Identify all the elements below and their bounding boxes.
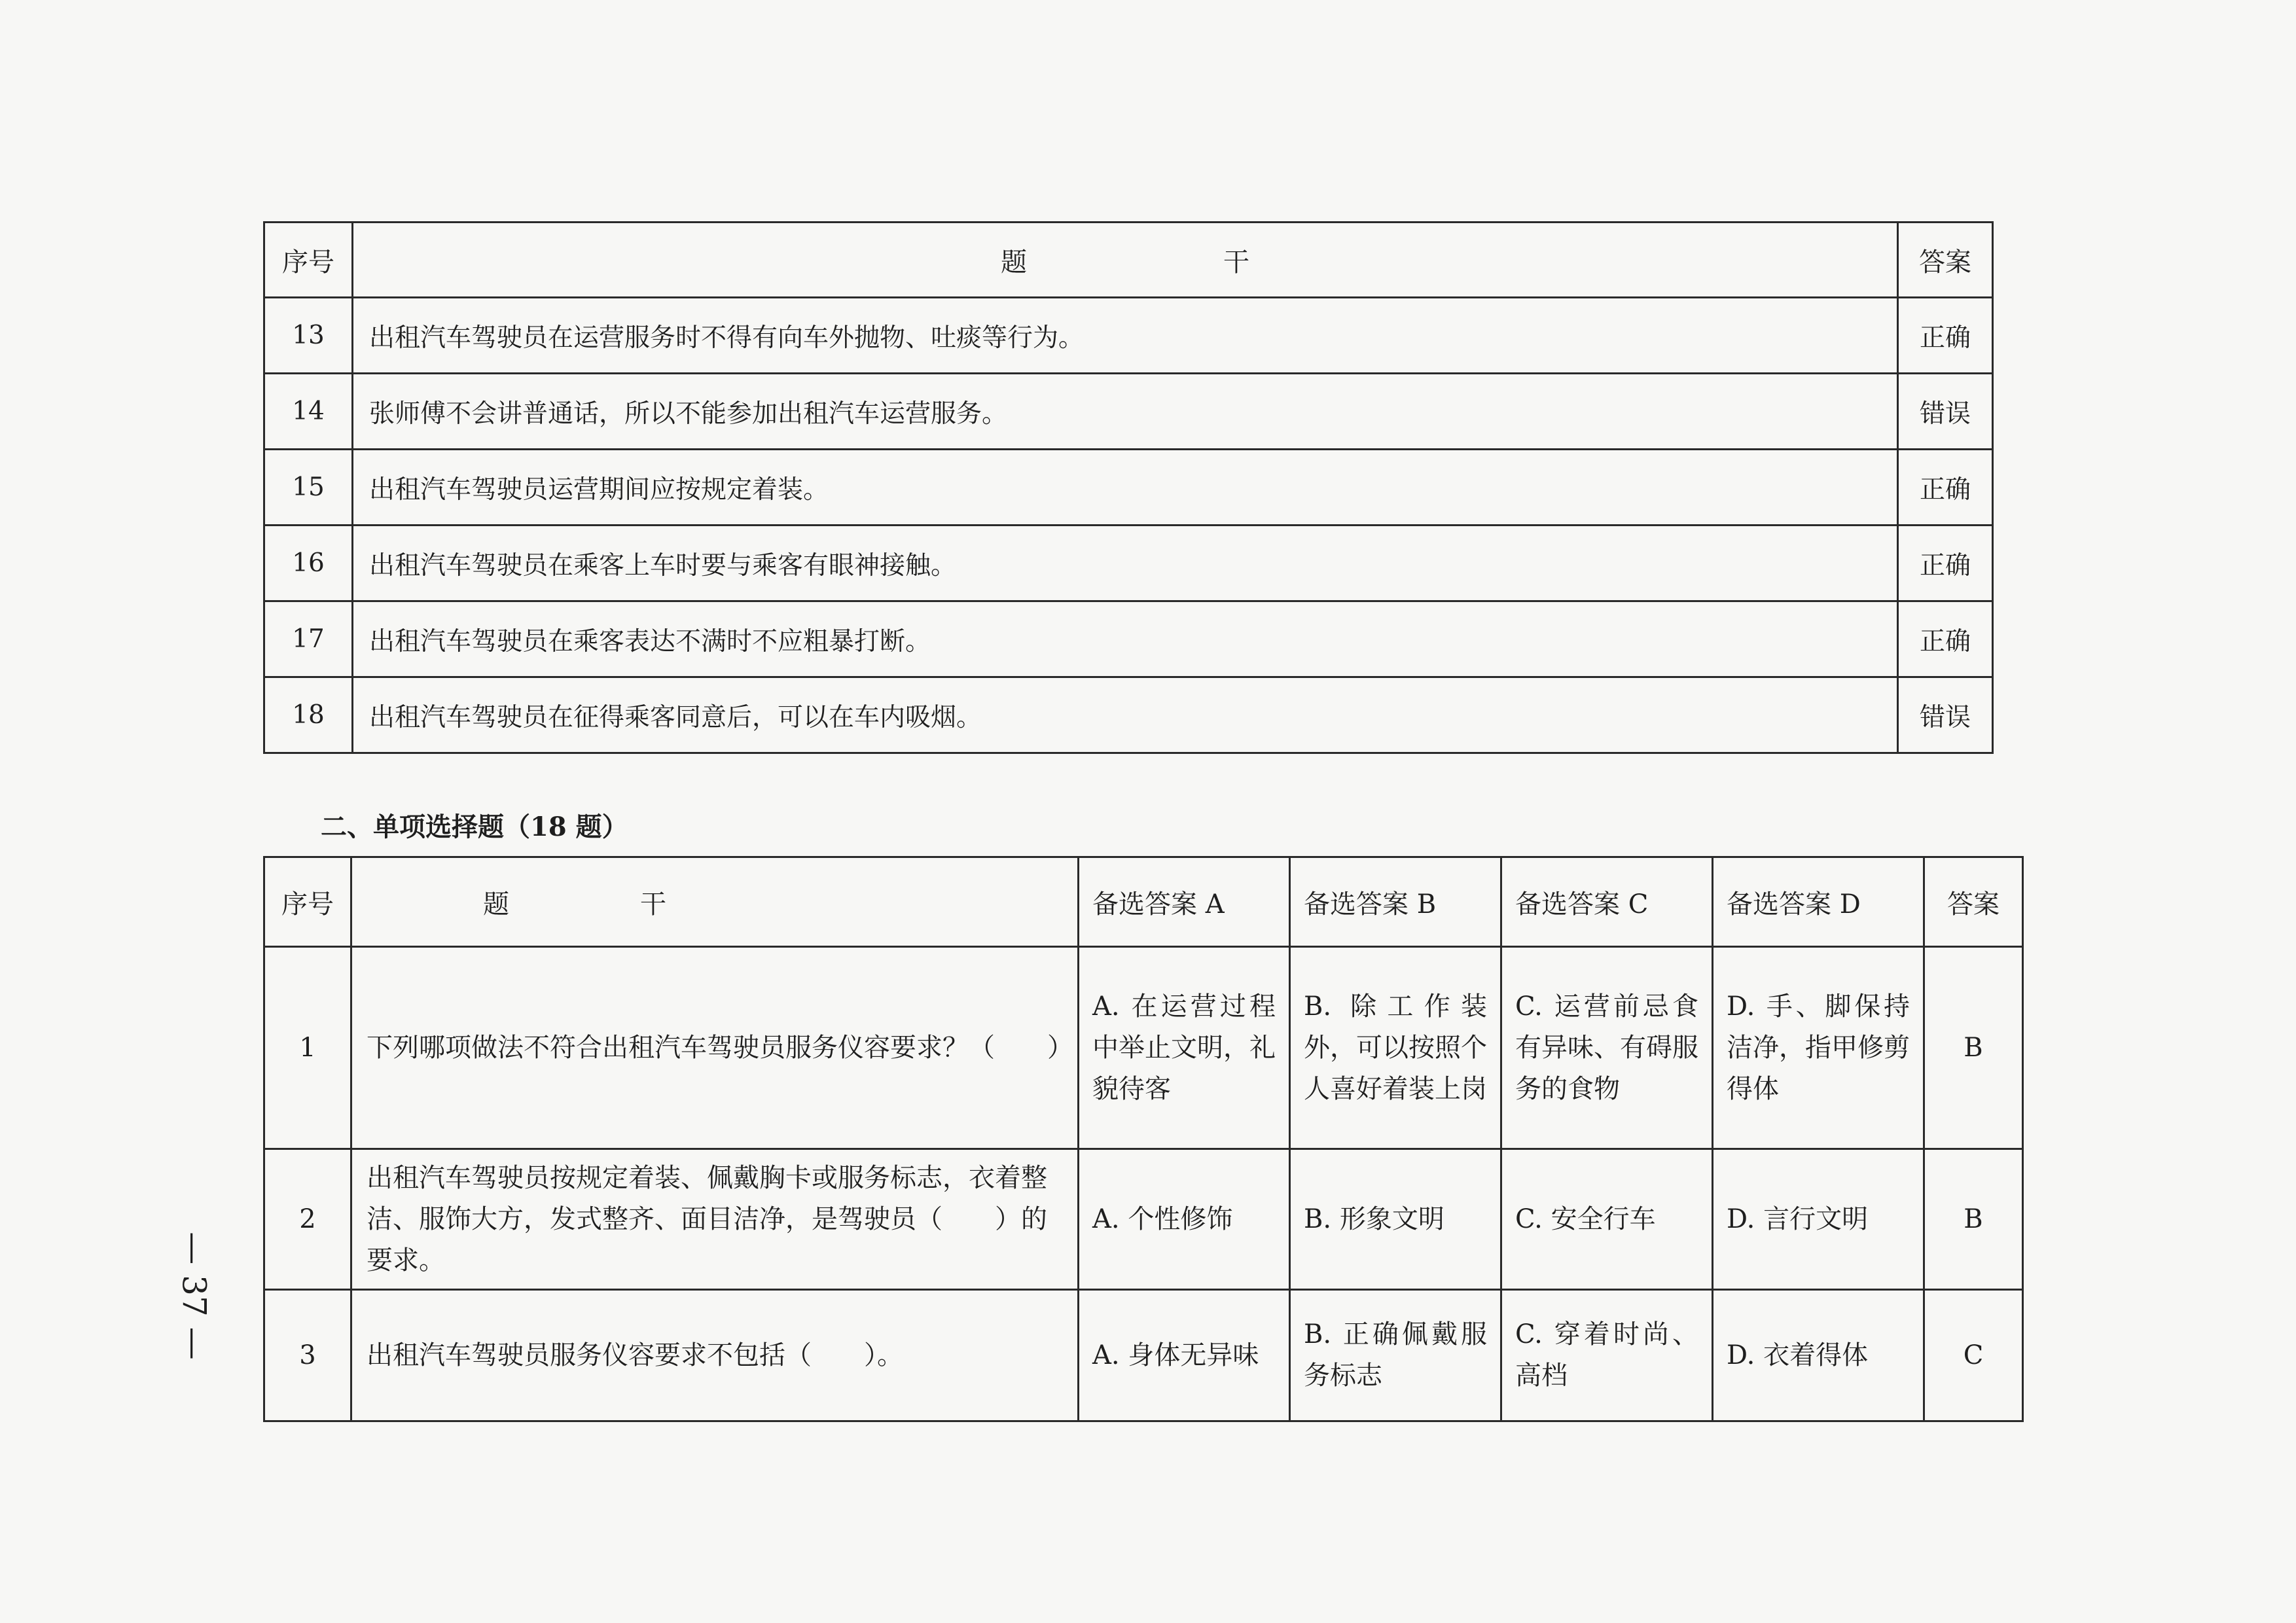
multiple-choice-table — [263, 856, 2024, 1422]
table-row — [264, 526, 1993, 601]
header-answer: 答案 — [1898, 223, 1993, 298]
section-heading: 二、单项选择题（18 题） — [321, 812, 628, 842]
table-row — [264, 1149, 2023, 1290]
option-b: B. 形象文明 — [1290, 1149, 1501, 1290]
page-number — [171, 1211, 217, 1381]
header-question: 题干 — [351, 857, 1079, 947]
header-number: 序号 — [264, 223, 353, 298]
answer-cell: 正确 — [1898, 601, 1993, 677]
header-option-a: 备选答案 A — [1079, 857, 1290, 947]
table-header-row — [264, 857, 2023, 947]
question-text: 出租汽车驾驶员按规定着装、佩戴胸卡或服务标志，衣着整洁、服饰大方，发式整齐、面目洁净，是驾驶员（ ）的要求。 — [351, 1149, 1079, 1290]
question-number: 13 — [264, 298, 353, 374]
option-a: A. 个性修饰 — [1079, 1149, 1290, 1290]
answer-cell: 错误 — [1898, 374, 1993, 450]
answer-cell: 正确 — [1898, 450, 1993, 526]
question-text: 出租汽车驾驶员在运营服务时不得有向车外抛物、吐痰等行为。 — [353, 298, 1898, 374]
question-text: 张师傅不会讲普通话，所以不能参加出租汽车运营服务。 — [353, 374, 1898, 450]
question-text: 下列哪项做法不符合出租汽车驾驶员服务仪容要求？（ ） — [351, 947, 1079, 1149]
table-row — [264, 374, 1993, 450]
answer-cell: 正确 — [1898, 526, 1993, 601]
question-number: 15 — [264, 450, 353, 526]
table-row — [264, 677, 1993, 753]
option-d: D. 言行文明 — [1713, 1149, 1924, 1290]
option-c: C. 运营前忌食有异味、有碍服务的食物 — [1501, 947, 1713, 1149]
header-option-c: 备选答案 C — [1501, 857, 1713, 947]
option-c: C. 安全行车 — [1501, 1149, 1713, 1290]
answer-cell: C — [1924, 1290, 2023, 1421]
header-number: 序号 — [264, 857, 351, 947]
question-text: 出租汽车驾驶员在乘客表达不满时不应粗暴打断。 — [353, 601, 1898, 677]
true-false-table — [263, 221, 1994, 754]
question-number: 17 — [264, 601, 353, 677]
table-header-row — [264, 223, 1993, 298]
question-text: 出租汽车驾驶员运营期间应按规定着装。 — [353, 450, 1898, 526]
option-a: A. 身体无异味 — [1079, 1290, 1290, 1421]
answer-cell: B — [1924, 947, 2023, 1149]
question-number: 14 — [264, 374, 353, 450]
header-question: 题干 — [353, 223, 1898, 298]
table-row — [264, 298, 1993, 374]
header-answer: 答案 — [1924, 857, 2023, 947]
option-a: A. 在运营过程中举止文明，礼貌待客 — [1079, 947, 1290, 1149]
table-row — [264, 1290, 2023, 1421]
question-number: 18 — [264, 677, 353, 753]
question-number: 1 — [264, 947, 351, 1149]
question-text: 出租汽车驾驶员服务仪容要求不包括（ ）。 — [351, 1290, 1079, 1421]
table-row — [264, 947, 2023, 1149]
question-text: 出租汽车驾驶员在征得乘客同意后，可以在车内吸烟。 — [353, 677, 1898, 753]
option-c: C. 穿着时尚、高档 — [1501, 1290, 1713, 1421]
answer-cell: 正确 — [1898, 298, 1993, 374]
option-d: D. 手、脚保持洁净，指甲修剪得体 — [1713, 947, 1924, 1149]
option-b: B. 正确佩戴服务标志 — [1290, 1290, 1501, 1421]
table-row — [264, 601, 1993, 677]
option-d: D. 衣着得体 — [1713, 1290, 1924, 1421]
question-number: 2 — [264, 1149, 351, 1290]
header-option-b: 备选答案 B — [1290, 857, 1501, 947]
page-number-text: — 37 — — [175, 1232, 214, 1360]
question-text: 出租汽车驾驶员在乘客上车时要与乘客有眼神接触。 — [353, 526, 1898, 601]
answer-cell: B — [1924, 1149, 2023, 1290]
header-option-d: 备选答案 D — [1713, 857, 1924, 947]
option-b: B. 除工作装外，可以按照个人喜好着装上岗 — [1290, 947, 1501, 1149]
question-number: 16 — [264, 526, 353, 601]
table-row — [264, 450, 1993, 526]
question-number: 3 — [264, 1290, 351, 1421]
answer-cell: 错误 — [1898, 677, 1993, 753]
